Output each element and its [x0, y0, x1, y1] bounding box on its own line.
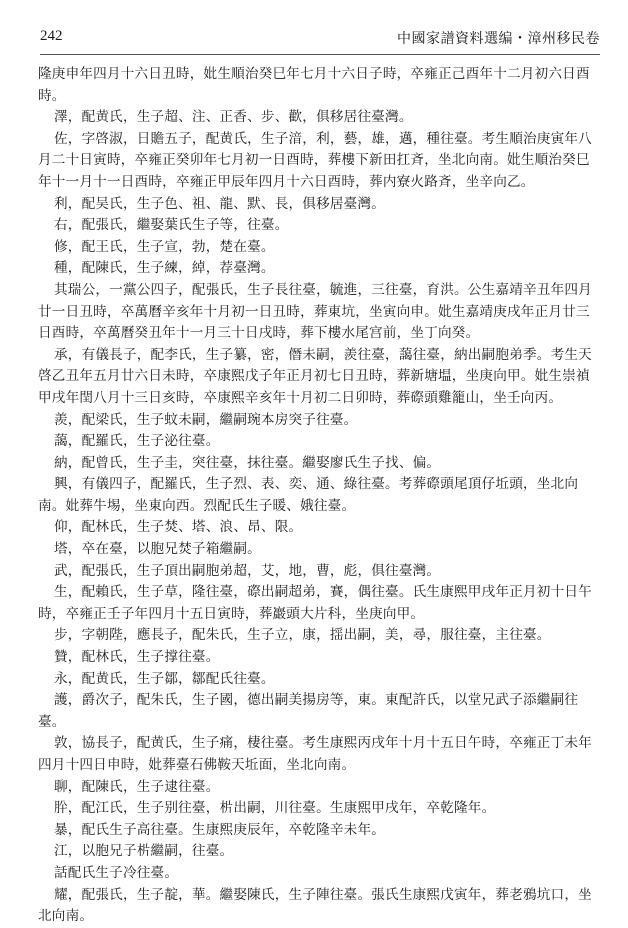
header-rule	[40, 54, 600, 55]
paragraph: 仰，配林氏，生子焚、塔、浪、昂、限。	[54, 519, 303, 536]
paragraph: 暴，配氏生子高往臺。生康熙庚辰年，卒乾隆辛未年。	[54, 821, 386, 838]
paragraph: 永，配黄氏，生子鄒，鄒配氏往臺。	[54, 670, 275, 687]
paragraph: 興，有儀四子，配羅氏，生子烈、表、奕、通、綠往臺。考葬磜頭尾頂仔坵頭，坐北向南。妣葬牛埸，坐東向西。烈配氏生子暖、娥往臺。	[38, 476, 579, 514]
page-header	[40, 28, 600, 48]
page-number: 242	[40, 28, 63, 44]
paragraph: 其瑞公，一黨公四子，配張氏，生子長往臺，毓進，三往臺，育洪。公生嘉靖辛丑年四月廿一日丑時，卒萬曆辛亥年十月初一日丑時，葬東坑，坐寅向申。妣生嘉靖庚戌年正月廿三日酉時，卒萬曆癸丑年十一月三十日戌時，葬下樓水尾宫前，坐丁向癸。	[38, 281, 592, 342]
paragraph: 敦，協長子，配黄氏，生子痛，棲往臺。考生康熙丙戌年十月十五日午時，卒雍正丁未年四月十四日申時，妣葬臺石佛鞍天坵面，坐北向南。	[38, 735, 592, 773]
paragraph: 肸，配江氏，生子别往臺，㭊出嗣，川往臺。生康熙甲戌年，卒乾隆年。	[54, 800, 496, 817]
paragraph: 話配氏生子冷往臺。	[54, 864, 179, 881]
paragraph: 耀，配張氏，生子靛，華。繼娶陳氏，生子陣往臺。張氏生康熙戊寅年，葬老鴉坑口，坐北向南。	[38, 886, 592, 925]
paragraph: 納，配曾氏，生子圭，突往臺，抹往臺。繼娶廖氏生子找、偏。	[54, 454, 441, 471]
running-title: 中國家譜資料選编・漳州移民卷	[397, 31, 600, 47]
paragraph: 羨，配梁氏，生子蚊未嗣，繼嗣琬本房突子往臺。	[54, 411, 358, 428]
paragraph: 利，配吴氏，生子色、祖、龍、默、長，俱移居臺灣。	[54, 195, 386, 212]
paragraph: 步，字朝陛，應長子，配朱氏，生子立，康，揺出嗣，美，尋，服往臺，主往臺。	[54, 627, 551, 644]
paragraph: 江，以胞兄子㭊繼嗣，往臺。	[54, 843, 234, 860]
paragraph: 生，配賴氏，生子草，隆往臺，磜出嗣超弟，賽，偶往臺。氏生康熙甲戌年正月初十日午時，卒雍正壬子年四月十五日寅時，葬巖頭大片科，坐庚向甲。	[38, 584, 592, 622]
paragraph: 承，有儀長子，配李氏，生子纂，密，僭未嗣，羨往臺，藹往臺，納出嗣胞弟季。考生天啓乙丑年五月廿六日未時，卒康熙戊子年正月初七日丑時，葬新塘塭，坐庚向甲。妣生崇禎甲戌年閏八月十三日亥時，卒康熙辛亥年十月初二日卯時，葬磜頭雞籠山，坐壬向丙。	[38, 346, 592, 406]
paragraph: 贊，配林氏，生子撑往臺。	[54, 649, 220, 666]
paragraph: 右，配張氏，繼娶葉氏生子等，往臺。	[54, 217, 289, 234]
paragraph: 澤，配黄氏，生子超、注、正香、步、歡，俱移居往臺灣。	[54, 109, 413, 126]
paragraph: 武，配張氏，生子頂出嗣胞弟超，艾，地，曹，彪，俱往臺灣。	[54, 562, 441, 579]
paragraph: 塔，卒在臺，以胞兄焚子箱繼嗣。	[54, 541, 261, 558]
paragraph: 修，配王氏，生子宣，勃，楚在臺。	[54, 238, 275, 255]
paragraph: 藹，配羅氏，生子泌往臺。	[54, 433, 220, 450]
paragraph: 護，爵次子，配朱氏，生子國，德出嗣美揚房等，東。東配許氏，以堂兄武子添繼嗣往臺。	[38, 692, 579, 730]
paragraph: 種，配陳氏，生子練，綽，荐臺灣。	[54, 260, 275, 277]
paragraph: 隆庚申年四月十六日丑時，妣生順治癸巳年七月十六日子時，卒雍正己酉年十二月初六日酉時。	[38, 66, 590, 104]
paragraph: 聊，配陳氏，生子逮往臺。	[54, 778, 220, 795]
genealogy-body	[38, 64, 602, 928]
paragraph: 佐，字啓淑，日贍五子，配黄氏，生子湆，利，藝，雄，邁，種往臺。考生順治庚寅年八月二十日寅時，卒雍正癸卯年七月初一日酉時，葬樓下新田扛斉，坐北向南。妣生順治癸巳年十一月十一日酉時，卒雍正甲辰年四月十六日酉時，葬内寮火路斉，坐辛向乙。	[38, 130, 592, 190]
